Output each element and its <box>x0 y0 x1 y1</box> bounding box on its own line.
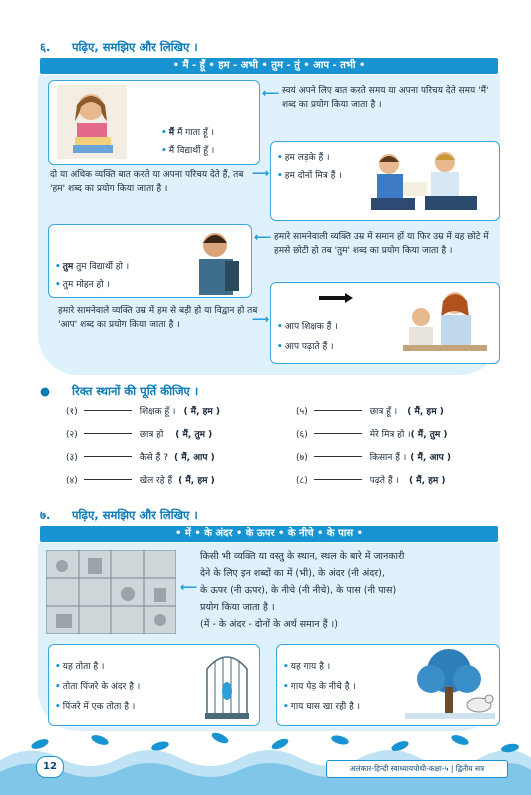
box1-text: स्वयं अपने लिए बात करते समय या अपना परिचय देते समय 'मैं' शब्द का प्रयोग किया जाता है । <box>282 86 489 110</box>
birdcage-image <box>201 649 253 721</box>
box3-item-2: • तुम मोहन हो । <box>55 280 110 290</box>
fill-row: (६) मेरे मित्र हो ।( मैं, तुम ) <box>296 430 448 440</box>
cow-item-2: • गाय पेड़ के नीचे है । <box>283 682 356 692</box>
blank-line[interactable] <box>314 479 362 480</box>
section7-banner: • में • के अंदर • के ऊपर • के नीचे • के पास • <box>40 526 498 542</box>
box3-text: हमारे सामनेवाली व्यक्ति उम्र में समान हों या फिर उम्र में वह छोटे में हमसे छोटी हो तब 'तुम' शब्द का प्रयोग किया जाता है । <box>274 232 489 256</box>
book-title: अलंकार-हिन्दी स्वाध्यायपोथी-कक्षा-५ | द्वितीय सत्र <box>326 760 508 778</box>
parrot-item-3: • पिंजरे में एक तोता है । <box>55 702 136 712</box>
blank-line[interactable] <box>84 433 132 434</box>
fill-row: (२) छात्र हो ( मैं, तुम ) <box>66 430 213 440</box>
box2-item-2: • हम दोनों मित्र हैं । <box>277 171 342 181</box>
section7-heading <box>40 508 198 523</box>
cow-item-1: • यह गाय है । <box>283 662 331 672</box>
blank-line[interactable] <box>314 410 362 411</box>
cow-card <box>276 644 500 726</box>
fill-row: (१) शिक्षक हूँ । ( मैं, हम ) <box>66 407 221 417</box>
parrot-item-2: • तोता पिंजरे के अंदर है । <box>55 682 141 692</box>
box2-item-1: • हम लड़के हैं । <box>277 153 330 163</box>
teacher-student-image <box>395 287 493 359</box>
box1-item-1: • मैं मैं गाता हूँ । <box>161 128 215 138</box>
blank-line[interactable] <box>84 479 132 480</box>
bullet-icon: ● <box>40 384 51 398</box>
tree-cow-image <box>405 647 495 721</box>
arrow-right-icon <box>319 293 353 303</box>
section7-title: पढ़िए, समझिए और लिखिए । <box>72 508 198 522</box>
section7-explanation: किसी भी व्यक्ति या वस्तु के स्थान, स्थल के बारे में जानकारी देने के लिए इन शब्दों का में (भी), के अंदर (नी अंदर), के ऊपर (नी ऊपर), के नीचे (नी नीचे), के पास (नी पास) प्रयोग किया जाता है । (में - के अंदर - दोनों के अर्थ समान हैं ।) <box>200 551 405 630</box>
blank-line[interactable] <box>84 410 132 411</box>
arrow-right-icon: ⟶ <box>252 166 270 180</box>
section7-number: ७. <box>40 508 51 522</box>
section6-number: ६. <box>40 40 51 54</box>
fill-row: (४) खेल रहे हैं ( मैं, हम ) <box>66 476 215 486</box>
boy-student-image <box>185 227 247 295</box>
box2-card <box>270 141 500 221</box>
arrow-right-icon: ⟶ <box>252 312 270 326</box>
fill-row: (८) पढ़ते हैं । ( मैं, हम ) <box>296 476 446 486</box>
box-main-card <box>48 80 260 165</box>
fill-right-column <box>296 404 506 496</box>
box4-item-1: • आप शिक्षक हैं । <box>277 322 338 332</box>
box4-text: हमारे सामनेवाले व्यक्ति उम्र में हम से बड़ी हो या विद्वान हो तब 'आप' शब्द का प्रयोग किया जाता है । <box>58 306 258 330</box>
section6-banner: • मैं - हूँ • हम - अभी • तुम - तुं • आप - तभी • <box>40 58 498 74</box>
girl-reading-image <box>57 85 127 159</box>
parrot-item-1: • यह तोता है । <box>55 662 105 672</box>
cow-item-3: • गाय घास खा रही है । <box>283 702 361 712</box>
section6-heading <box>40 40 198 55</box>
section6-title: पढ़िए, समझिए और लिखिए । <box>72 40 198 54</box>
box4-card <box>270 282 500 364</box>
page-number: 12 <box>36 756 64 778</box>
blank-line[interactable] <box>84 456 132 457</box>
parrot-card <box>48 644 260 726</box>
blank-line[interactable] <box>314 433 362 434</box>
box3-item-1: • तुम तुम विद्यार्थी हो । <box>55 262 130 272</box>
blank-line[interactable] <box>314 456 362 457</box>
fill-heading <box>40 384 198 399</box>
arrow-left-icon: ⟵ <box>180 580 198 594</box>
boys-reading-image <box>351 146 491 216</box>
fill-row: (३) कैसे हैं ? ( मैं, आप ) <box>66 453 215 463</box>
box1-item-2: • मैं विद्यार्थी हूँ । <box>161 146 215 156</box>
fill-row: (७) किसान हैं । ( मैं, आप ) <box>296 453 452 463</box>
fill-row: (५) छात्र हूँ । ( मैं, हम ) <box>296 407 444 417</box>
box3-card <box>48 224 252 298</box>
fill-title: रिक्त स्थानों की पूर्ति कीजिए । <box>72 384 199 398</box>
arrow-left-icon: ⟵ <box>262 86 280 100</box>
shelves-image <box>46 550 176 634</box>
fill-left-column <box>66 404 296 496</box>
box2-text: दो या अधिक व्यक्ति बात करते या अपना परिचय देते हैं, तब 'हम' शब्द का प्रयोग किया जाता है । <box>50 170 244 194</box>
arrow-left-icon: ⟵ <box>254 230 272 244</box>
box4-item-2: • आप पढ़ाते हैं । <box>277 342 334 352</box>
